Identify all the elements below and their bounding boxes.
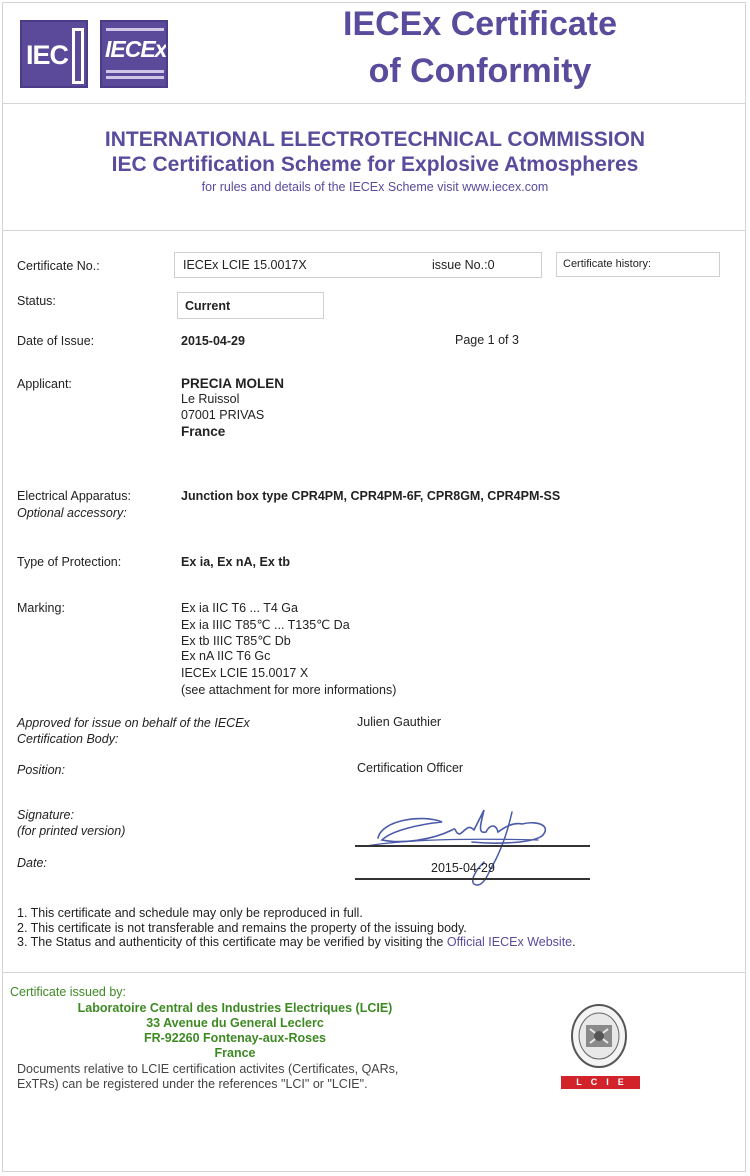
lcie-badge: LCIE xyxy=(561,1076,640,1089)
status-value: Current xyxy=(185,299,231,313)
divider xyxy=(2,103,746,104)
applicant-label: Applicant: xyxy=(17,377,72,391)
applicant-country: France xyxy=(181,424,226,439)
status-label: Status: xyxy=(17,294,56,308)
approval-label-1: Approved for issue on behalf of the IECEx xyxy=(17,716,250,730)
certificate-number-label: Certificate No.: xyxy=(17,259,100,273)
marking-line: Ex ia IIC T6 ... T4 Ga xyxy=(181,601,298,615)
applicant-address-1: Le Ruissol xyxy=(181,392,240,406)
marking-line: Ex ia IIIC T85℃ ... T135℃ Da xyxy=(181,618,350,632)
position-value: Certification Officer xyxy=(357,761,464,775)
documents-note-1: Documents relative to LCIE certification activites (Certificates, QARs, xyxy=(17,1062,399,1076)
issuer-city: FR-92260 Fontenay-aux-Roses xyxy=(143,1031,326,1045)
marking-label: Marking: xyxy=(17,601,65,615)
apparatus-value: Junction box type CPR4PM, CPR4PM-6F, CPR8GM, CPR4PM-SS xyxy=(181,489,561,503)
note-3-text: 3. The Status and authenticity of this certificate may be verified by visiting the xyxy=(17,935,447,949)
organization-name: INTERNATIONAL ELECTROTECHNICAL COMMISSION xyxy=(104,128,646,151)
issuer-name: Laboratoire Central des Industries Electriques (LCIE) xyxy=(77,1001,393,1015)
signature-label: Signature: xyxy=(17,808,74,822)
date-of-issue-label: Date of Issue: xyxy=(17,334,95,348)
issue-number: issue No.:0 xyxy=(432,258,495,272)
applicant-name: PRECIA MOLEN xyxy=(181,376,285,391)
scheme-name: IEC Certification Scheme for Explosive Atmospheres xyxy=(111,153,639,176)
official-iecex-website-link[interactable]: Official IECEx Website xyxy=(446,935,573,949)
marking-line: (see attachment for more informations) xyxy=(181,683,397,697)
marking-line: Ex tb IIIC T85℃ Db xyxy=(181,634,291,648)
iec-logo-text: IEC xyxy=(26,40,69,70)
date-of-issue: 2015-04-29 xyxy=(181,334,245,348)
position-label: Position: xyxy=(17,763,65,777)
issuer-street: 33 Avenue du General Leclerc xyxy=(146,1016,324,1030)
marking-line: IECEx LCIE 15.0017 X xyxy=(181,666,309,680)
apparatus-label: Electrical Apparatus: xyxy=(17,489,131,503)
signature-line xyxy=(355,845,590,847)
title-line-2: of Conformity xyxy=(368,52,592,90)
issued-by-label: Certificate issued by: xyxy=(10,985,127,999)
date-line xyxy=(355,878,590,880)
approver-name: Julien Gauthier xyxy=(357,715,442,729)
certificate-history-label: Certificate history: xyxy=(563,258,652,270)
applicant-address-2: 07001 PRIVAS xyxy=(181,408,265,422)
rules-note: for rules and details of the IECEx Scheme visit www.iecex.com xyxy=(201,180,549,194)
documents-note-2: ExTRs) can be registered under the references "LCI" or "LCIE". xyxy=(17,1077,368,1091)
approval-label-2: Certification Body: xyxy=(17,732,119,746)
date-label: Date: xyxy=(17,856,47,870)
issuer-country: France xyxy=(214,1046,256,1060)
title-line-1: IECEx Certificate xyxy=(343,5,617,43)
page-indicator: Page 1 of 3 xyxy=(455,333,519,347)
divider xyxy=(2,972,746,973)
certificate-number: IECEx LCIE 15.0017X xyxy=(183,258,307,272)
bureau-veritas-seal-icon xyxy=(570,1003,628,1069)
optional-accessory-label: Optional accessory: xyxy=(17,506,127,520)
iecex-logo xyxy=(100,20,168,88)
note-1: 1. This certificate and schedule may only be reproduced in full. xyxy=(17,906,363,920)
note-2: 2. This certificate is not transferable and remains the property of the issuing body. xyxy=(17,921,467,935)
signature-sub-label: (for printed version) xyxy=(17,824,126,838)
note-3-suffix: . xyxy=(572,935,576,949)
protection-value: Ex ia, Ex nA, Ex tb xyxy=(181,555,291,569)
divider xyxy=(2,230,746,231)
protection-label: Type of Protection: xyxy=(17,555,122,569)
approval-date: 2015-04-29 xyxy=(431,861,495,875)
note-3 xyxy=(17,935,576,949)
iecex-logo-text: IECEx xyxy=(105,36,167,62)
marking-line: Ex nA IIC T6 Gc xyxy=(181,649,271,663)
iec-logo xyxy=(20,20,88,88)
